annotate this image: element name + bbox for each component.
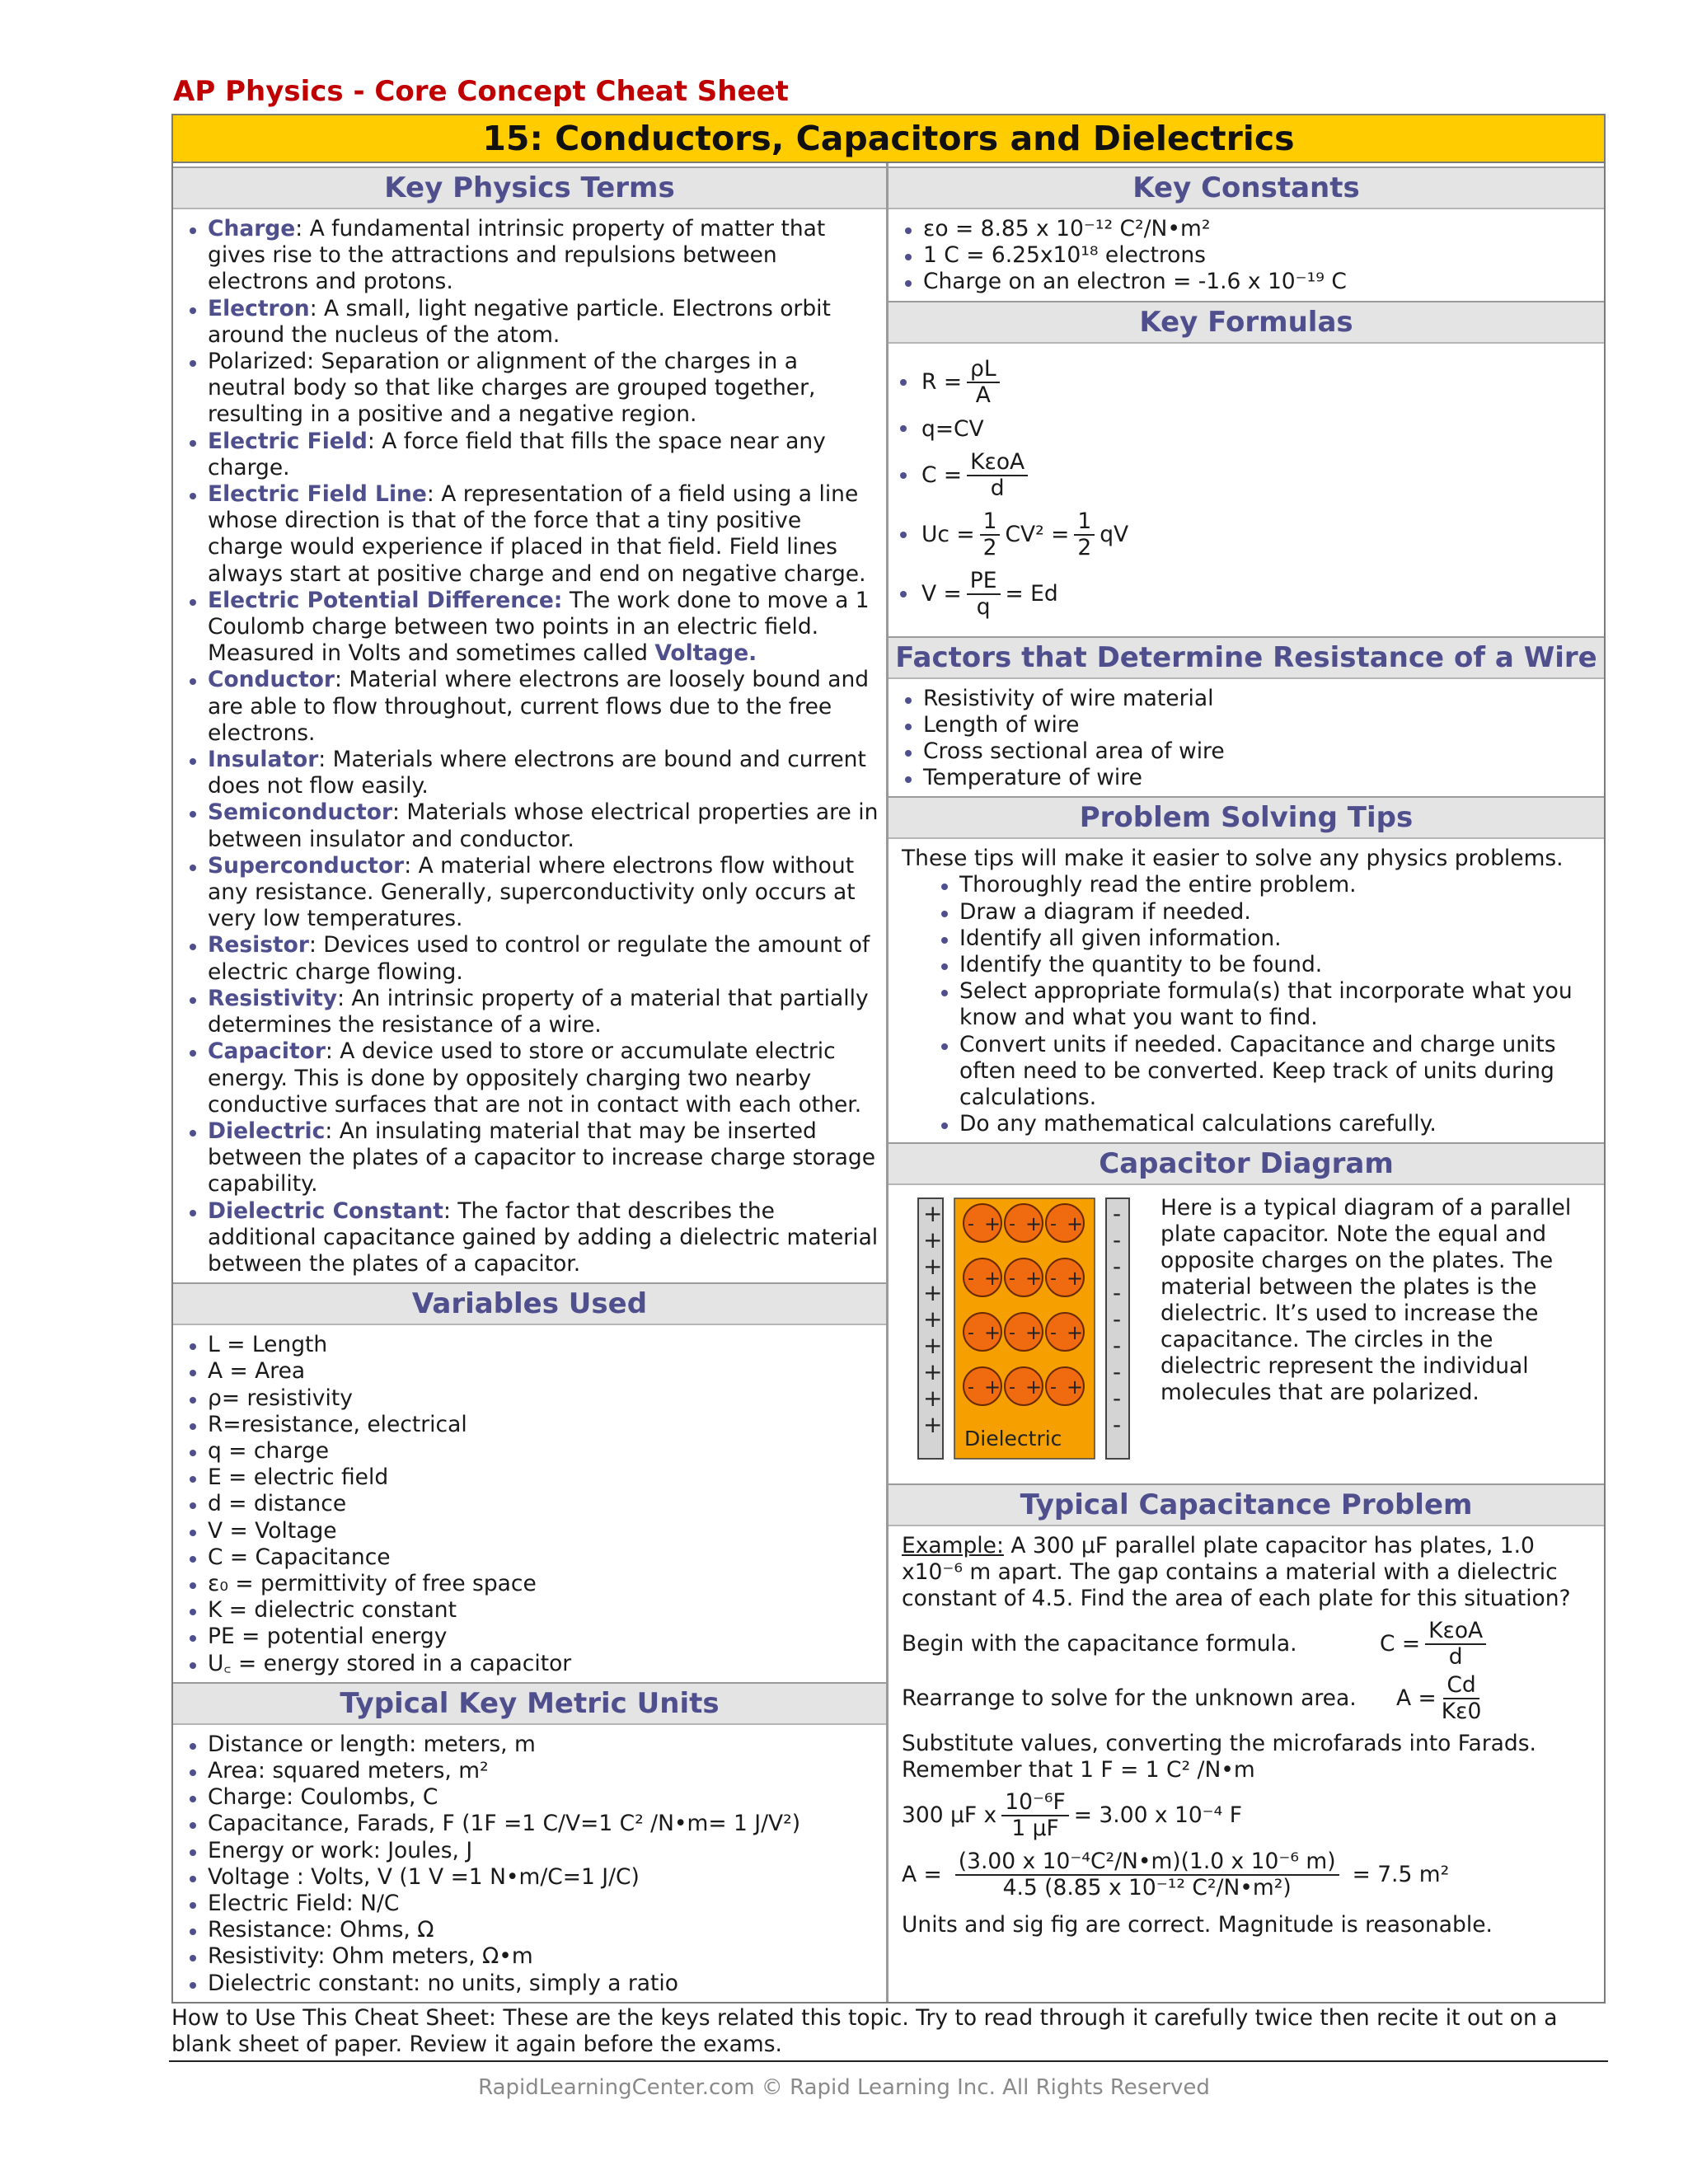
footer-copyright: RapidLearningCenter.com © Rapid Learning Inc. All Rights Reserved — [478, 2075, 1210, 2100]
right-column — [889, 163, 1604, 2002]
problem-heading: Typical Capacitance Problem — [889, 1483, 1604, 1526]
molecule-circle — [1005, 1313, 1043, 1351]
constants-list — [889, 209, 1604, 301]
key-term-name: Electric Potential Difference: — [208, 587, 563, 613]
fraction: $\frac{1}{2}$ — [980, 509, 1001, 560]
plus-sign: + — [923, 1411, 943, 1439]
variable-item: ρ= resistivity — [208, 1385, 879, 1412]
step-substitute: Substitute values, converting the microfarads into Farads. Remember that 1 F = 1 C² /N•m — [902, 1731, 1536, 1783]
key-term-definition: : A force field that fills the space near any charge. — [208, 428, 826, 480]
formula-charge: q=CV — [900, 416, 1596, 442]
capacitor-section — [889, 1185, 1604, 1483]
svg-text:-: - — [1009, 1268, 1015, 1290]
variable-item: V = Voltage — [208, 1518, 879, 1544]
key-term-name: Dielectric Constant — [208, 1197, 443, 1224]
molecule-circle — [1046, 1367, 1084, 1405]
key-term-item — [208, 1038, 879, 1118]
svg-text:+: + — [1067, 1376, 1084, 1399]
minus-sign: - — [1113, 1305, 1122, 1333]
plus-sign: + — [923, 1385, 943, 1413]
tips-intro: These tips will make it easier to solve any physics problems. — [902, 846, 1564, 872]
unit-item: Electric Field: N/C — [208, 1891, 879, 1917]
fraction: $\frac{1}{2}$ — [1074, 509, 1095, 560]
step-area-calculation: A = $\frac{\text{(3.00 x 10⁻⁴C²/N•m)(1.0 x 10⁻⁶ m)}}{\text{4.5 (8.85 x 10⁻¹² C²/N•m²)}}$ = 7.5 m² — [902, 1849, 1450, 1901]
svg-text:+: + — [984, 1267, 1001, 1291]
variable-item: U꜀ = energy stored in a capacitor — [208, 1651, 879, 1677]
key-term-definition: : A material where electrons flow without any resistance. Generally, superconductivity only occurs at very low temperatures. — [208, 852, 856, 932]
minus-sign: - — [1113, 1200, 1122, 1228]
tip-item: Identify all given information. — [959, 926, 1597, 952]
minus-sign: - — [1113, 1385, 1122, 1413]
minus-sign: - — [1113, 1358, 1122, 1386]
capacitor-diagram — [917, 1193, 1131, 1465]
molecule-circle — [964, 1313, 1001, 1351]
left-column — [173, 163, 889, 2002]
unit-item: Resistivity: Ohm meters, Ω•m — [208, 1943, 879, 1970]
dielectric-label: Dielectric — [964, 1427, 1062, 1451]
key-term-item — [208, 429, 879, 481]
variable-item: ε₀ = permittivity of free space — [208, 1571, 879, 1597]
variable-item: PE = potential energy — [208, 1624, 879, 1650]
molecule-circle — [1046, 1204, 1084, 1242]
minus-sign: - — [1113, 1411, 1122, 1439]
formulas-heading: Key Formulas — [889, 301, 1604, 344]
svg-text:-: - — [1050, 1268, 1057, 1290]
tip-item: Do any mathematical calculations carefully. — [959, 1111, 1597, 1137]
key-term-definition: : Devices used to control or regulate the amount of electric charge flowing. — [208, 932, 870, 985]
unit-item: Dielectric constant: no units, simply a ratio — [208, 1971, 879, 1997]
molecule-circle — [1046, 1258, 1084, 1296]
key-term-definition: : An insulating material that may be inserted between the plates of a capacitor to increase charge storage capability. — [208, 1118, 876, 1197]
key-term-item — [208, 799, 879, 852]
key-term-name: Conductor — [208, 667, 335, 693]
plus-sign: + — [923, 1358, 943, 1386]
minus-sign: - — [1113, 1332, 1122, 1360]
plus-sign: + — [923, 1200, 943, 1228]
svg-text:-: - — [1050, 1377, 1057, 1399]
key-term-item — [208, 1198, 879, 1278]
svg-text:+: + — [984, 1321, 1001, 1345]
svg-text:+: + — [1067, 1321, 1084, 1345]
key-terms-heading: Key Physics Terms — [173, 166, 886, 209]
units-list — [173, 1725, 886, 2002]
variable-item: K = dielectric constant — [208, 1597, 879, 1624]
factor-item: Resistivity of wire material — [923, 686, 1597, 712]
footer-divider — [169, 2060, 1608, 2062]
fraction: $\frac{\rho L}{A}$ — [967, 357, 1000, 408]
plus-sign: + — [923, 1332, 943, 1360]
factors-list — [889, 679, 1604, 797]
svg-text:+: + — [1025, 1267, 1043, 1291]
variable-item: d = distance — [208, 1491, 879, 1517]
formula-energy: Uc = $\frac{1}{2}$ CV² = $\frac{1}{2}$ qV — [900, 509, 1596, 560]
key-term-definition: : A fundamental intrinsic property of matter that gives rise to the attractions and repulsions between electrons and protons. — [208, 216, 826, 295]
formula-resistance: R = $\frac{\rho L}{A}$ — [900, 357, 1596, 408]
key-term-definition: : Materials where electrons are bound and current does not flow easily. — [208, 747, 866, 799]
unit-item: Distance or length: meters, m — [208, 1732, 879, 1758]
constant-item: 1 C = 6.25x10¹⁸ electrons — [923, 242, 1597, 269]
variable-item: A = Area — [208, 1358, 879, 1385]
key-term-name: Charge — [208, 216, 296, 241]
key-term-item — [208, 667, 879, 747]
variable-item: R=resistance, electrical — [208, 1412, 879, 1438]
tip-item: Convert units if needed. Capacitance and charge units often need to be converted. Keep track of units during calculations. — [959, 1032, 1597, 1112]
tip-item: Identify the quantity to be found. — [959, 952, 1597, 978]
factors-heading: Factors that Determine Resistance of a Wire — [889, 636, 1604, 679]
molecule-circle — [964, 1258, 1001, 1296]
capacitor-description: Here is a typical diagram of a parallel plate capacitor. Note the equal and opposite charges on the plates. The material between the plates is the dielectric. It’s used to increase the capacitance. The circles in the dielectric represent the individual molecules that are polarized. — [1160, 1195, 1572, 1406]
unit-item: Area: squared meters, m² — [208, 1758, 879, 1784]
tip-item: Thoroughly read the entire problem. — [959, 872, 1597, 898]
svg-text:-: - — [1009, 1377, 1015, 1399]
key-term-name: Dielectric — [208, 1118, 326, 1144]
svg-text:-: - — [968, 1214, 974, 1235]
key-term-item — [208, 349, 879, 429]
svg-text:+: + — [1025, 1212, 1043, 1236]
svg-text:+: + — [1025, 1321, 1043, 1345]
variable-item: C = Capacitance — [208, 1544, 879, 1571]
unit-item: Resistance: Ohms, Ω — [208, 1917, 879, 1943]
step-rearrange: Rearrange to solve for the unknown area. A = $\frac{Cd}{K\varepsilon 0}$ — [902, 1672, 1482, 1725]
formula-voltage: V = $\frac{PE}{q}$ = Ed — [900, 569, 1596, 620]
svg-text:+: + — [1067, 1212, 1084, 1236]
unit-item: Energy or work: Joules, J — [208, 1838, 879, 1864]
key-term-definition: : An intrinsic property of a material that partially determines the resistance of a wire. — [208, 985, 869, 1038]
factor-item: Length of wire — [923, 712, 1597, 738]
svg-text:+: + — [984, 1376, 1001, 1399]
key-term-definition: : A representation of a field using a line whose direction is that of the force that a tiny positive charge would experience if placed in that field. Field lines always start at positive charge and end on negative charge. — [208, 481, 866, 587]
key-term-name: Electric Field — [208, 428, 368, 454]
molecule-circle — [964, 1204, 1001, 1242]
key-term-name: Resistor — [208, 932, 309, 958]
key-term-item — [208, 481, 879, 588]
svg-text:+: + — [984, 1212, 1001, 1236]
unit-item: Capacitance, Farads, F (1F =1 C/V=1 C² /N•m= 1 J/V²) — [208, 1811, 879, 1837]
plus-sign: + — [923, 1279, 943, 1307]
key-term-definition: Polarized: Separation or alignment of the charges in a neutral body so that like charges are grouped together, resulting in a positive and a negative region. — [208, 349, 816, 428]
key-term-item — [208, 932, 879, 985]
svg-text:-: - — [968, 1268, 974, 1290]
molecule-circle — [1005, 1367, 1043, 1405]
molecule-circle — [1005, 1204, 1043, 1242]
molecule-circle — [1005, 1258, 1043, 1296]
svg-text:+: + — [1067, 1267, 1084, 1291]
tip-item: Draw a diagram if needed. — [959, 899, 1597, 926]
key-terms-list — [173, 209, 886, 1282]
key-term-definition: : A small, light negative particle. Electrons orbit around the nucleus of the atom. — [208, 295, 831, 348]
factor-item: Temperature of wire — [923, 765, 1597, 791]
constant-item: Charge on an electron = -1.6 x 10⁻¹⁹ C — [923, 269, 1597, 295]
problem-conclusion: Units and sig fig are correct. Magnitude is reasonable. — [902, 1912, 1493, 1938]
unit-item: Voltage : Volts, V (1 V =1 N•m/C=1 J/C) — [208, 1864, 879, 1891]
problem-block — [889, 1526, 1604, 1947]
variable-item: E = electric field — [208, 1465, 879, 1491]
minus-sign: - — [1113, 1253, 1122, 1281]
factor-item: Cross sectional area of wire — [923, 738, 1597, 765]
key-term-item — [208, 588, 879, 668]
key-term-item — [208, 1118, 879, 1198]
page-banner-title: 15: Conductors, Capacitors and Dielectrics — [171, 114, 1606, 163]
variables-heading: Variables Used — [173, 1282, 886, 1325]
svg-text:-: - — [1050, 1214, 1057, 1235]
key-term-name: Capacitor — [208, 1038, 326, 1065]
minus-sign: - — [1113, 1279, 1122, 1307]
plate-plus-signs — [923, 1200, 942, 1438]
svg-text:+: + — [1025, 1376, 1043, 1399]
variable-item: L = Length — [208, 1332, 879, 1358]
svg-text:-: - — [968, 1323, 974, 1344]
units-heading: Typical Key Metric Units — [173, 1682, 886, 1725]
key-term-item — [208, 853, 879, 933]
variable-item: q = charge — [208, 1438, 879, 1465]
plate-minus-signs — [1113, 1200, 1121, 1438]
molecule-circle — [964, 1367, 1001, 1405]
tips-heading: Problem Solving Tips — [889, 796, 1604, 839]
two-column-body — [171, 163, 1606, 2004]
page-top-title: AP Physics - Core Concept Cheat Sheet — [173, 75, 789, 108]
fraction: $\frac{\text{KεoA}}{d}$ — [967, 450, 1028, 501]
formulas-block — [889, 344, 1604, 636]
problem-statement: Example: A 300 μF parallel plate capacitor has plates, 1.0 x10⁻⁶ m apart. The gap contains a material with a dielectric constant of 4.5. Find the area of each plate for this situation? — [902, 1533, 1571, 1612]
key-term-name: Superconductor — [208, 852, 405, 879]
key-term-item — [208, 986, 879, 1038]
svg-text:-: - — [1009, 1214, 1015, 1235]
key-term-item — [208, 216, 879, 296]
plus-sign: + — [923, 1305, 943, 1333]
key-term-definition: : Material where electrons are loosely bound and are able to flow throughout, current flows due to the free electrons. — [208, 667, 870, 746]
key-term-name: Electric Field Line — [208, 481, 427, 508]
key-term-name: Semiconductor — [208, 799, 393, 826]
svg-text:-: - — [1009, 1323, 1015, 1344]
formula-capacitance: C = $\frac{\text{KεoA}}{d}$ — [900, 450, 1596, 501]
plus-sign: + — [923, 1226, 943, 1254]
variables-list — [173, 1325, 886, 1682]
key-term-definition: : The factor that describes the additional capacitance gained by adding a dielectric material between the plates of a capacitor. — [208, 1197, 879, 1277]
step-capacitance: Begin with the capacitance formula. C = $\frac{\text{KεoA}}{d}$ — [902, 1619, 1594, 1670]
how-to-use-note: How to Use This Cheat Sheet: These are the keys related this topic. Try to read through it carefully twice then recite it out on a blank sheet of paper. Review it again before the exams. — [171, 2004, 1558, 2057]
plus-sign: + — [923, 1253, 943, 1281]
tip-item: Select appropriate formula(s) that incorporate what you know and what you want to find. — [959, 978, 1597, 1031]
key-term-item — [208, 296, 879, 349]
key-term-name: Resistivity — [208, 985, 338, 1011]
tips-list — [889, 872, 1604, 1142]
cheat-sheet-page — [171, 73, 1606, 2058]
constants-heading: Key Constants — [889, 166, 1604, 209]
key-term-name: Insulator — [208, 747, 319, 773]
key-term-item — [208, 747, 879, 799]
key-term-definition: The work done to move a 1 Coulomb charge between two points in an electric field. Measured in Volts and sometimes called — [208, 587, 870, 667]
constant-item: εo = 8.85 x 10⁻¹² C²/N•m² — [923, 216, 1597, 242]
svg-text:-: - — [1050, 1323, 1057, 1344]
key-term-name: Electron — [208, 295, 310, 321]
molecule-circle — [1046, 1313, 1084, 1351]
key-term-definition: : Materials whose electrical properties are in between insulator and conductor. — [208, 799, 879, 852]
fraction: $\frac{PE}{q}$ — [967, 569, 1001, 620]
key-term-name: Voltage. — [654, 640, 757, 667]
svg-text:-: - — [968, 1377, 974, 1399]
capacitor-heading: Capacitor Diagram — [889, 1142, 1604, 1185]
step-conversion: 300 μF x $\frac{\text{10⁻⁶F}}{1 \mu F}$ = 3.00 x 10⁻⁴ F — [902, 1789, 1242, 1842]
minus-sign: - — [1113, 1226, 1122, 1254]
unit-item: Charge: Coulombs, C — [208, 1784, 879, 1811]
key-term-definition: : A device used to store or accumulate electric energy. This is done by oppositely charging two nearby conductive surfaces that are not in contact with each other. — [208, 1038, 862, 1118]
